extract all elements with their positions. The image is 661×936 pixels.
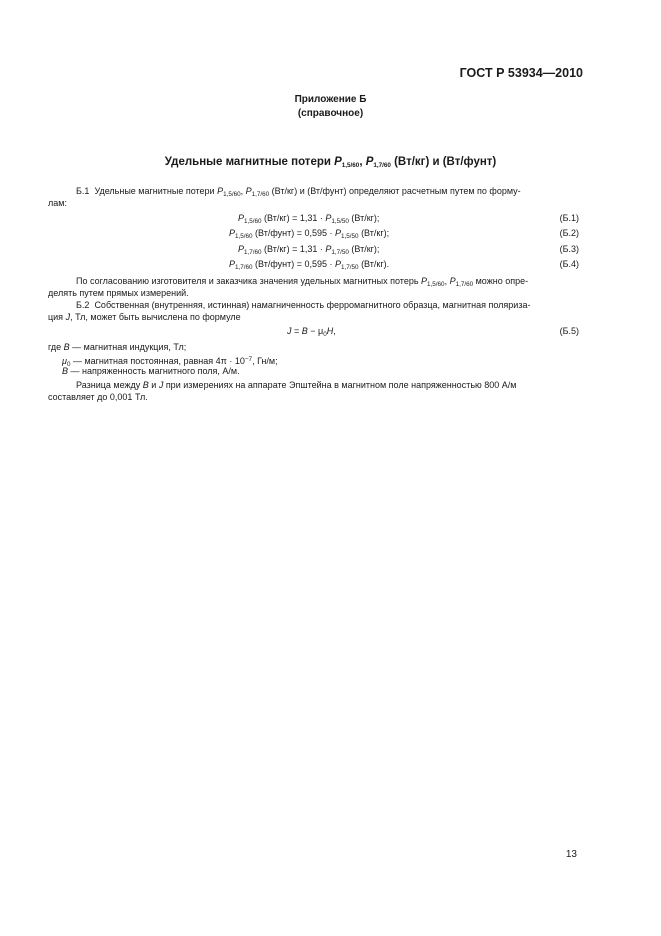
paragraph-b1-line1	[76, 186, 521, 200]
equation-b5-end: ,	[333, 326, 336, 336]
section-title-suffix: (Вт/кг) и (Вт/фунт)	[390, 156, 497, 168]
paragraph-b1-text-b: (Вт/кг) и (Вт/фунт) определяют расчетным путем по форму-	[269, 186, 521, 196]
equation-b3-rhs: P	[325, 244, 332, 254]
equation-b2-lhs-sub: 1,5/60	[235, 233, 253, 240]
where-item-induction	[48, 342, 186, 353]
paragraph-b2-j: J	[65, 312, 71, 322]
paragraph-difference-b: B	[142, 380, 149, 390]
paragraph-b1-p1-sub: 1,5/60	[223, 191, 241, 198]
equation-b3-lhs-sub: 1,7/60	[244, 249, 262, 256]
equation-b1-number: (Б.1)	[559, 213, 579, 223]
equation-b2-number: (Б.2)	[559, 228, 579, 238]
equation-b5	[287, 326, 336, 338]
equation-b3-mid: (Вт/кг) = 1,31 ·	[261, 244, 326, 254]
paragraph-difference-j: J	[158, 380, 164, 390]
paragraph-difference-and: и	[148, 380, 159, 390]
page-number: 13	[565, 849, 577, 860]
where-mu0-exponent: −7	[244, 356, 253, 363]
where-item-field	[62, 366, 240, 377]
equation-b5-eq: =	[291, 326, 302, 336]
where-field-symbol: B	[62, 366, 69, 376]
section-title-p1: P	[334, 156, 342, 168]
equation-b5-mu-sub: 0	[323, 331, 327, 338]
paragraph-agreement-line2: делять путем прямых измерений.	[48, 288, 189, 298]
equation-b1-rhs-sub: 1,5/50	[331, 218, 349, 225]
paragraph-b2-text-a: Собственная (внутренняя, истинная) намагниченность ферромагнитного образца, магнитная поляриза-	[94, 300, 531, 310]
paragraph-b1-p2-sub: 1,7/60	[251, 191, 270, 198]
paragraph-b2-line2-a: ция	[48, 312, 66, 322]
equation-b5-j: J	[287, 326, 292, 336]
paragraph-difference-text-a: Разница между	[76, 380, 143, 390]
where-lead: где	[48, 342, 64, 352]
equation-b4-mid: (Вт/фунт) = 0,595 ·	[252, 259, 336, 269]
paragraph-agreement-p2-sub: 1,7/60	[455, 281, 474, 288]
equation-b2-rhs-sub: 1,5/50	[341, 233, 359, 240]
equation-b4-lhs: P	[229, 259, 236, 269]
paragraph-b2-line2	[48, 312, 241, 323]
equation-b4-rhs: P	[335, 259, 342, 269]
paragraph-difference-line2: составляет до 0,001 Тл.	[48, 392, 148, 402]
equation-b1-lhs: P	[238, 213, 245, 223]
equation-b2-lhs: P	[229, 228, 236, 238]
where-induction-symbol: B	[63, 342, 70, 352]
equation-b3-lhs: P	[238, 244, 245, 254]
section-title-p2-sub: 1,7/60	[373, 162, 391, 169]
equation-b2-end: (Вт/кг);	[358, 228, 390, 238]
paragraph-agreement-sep: ,	[444, 276, 450, 286]
equation-b3-end: (Вт/кг);	[348, 244, 380, 254]
paragraph-agreement-p2: P	[449, 276, 456, 286]
paragraph-b1-sep: ,	[240, 186, 246, 196]
paragraph-b2-line2-b: , Тл, может быть вычислена по формуле	[70, 312, 241, 322]
standard-designation: ГОСТ Р 53934—2010	[459, 66, 583, 80]
equation-b4-number: (Б.4)	[559, 259, 579, 269]
section-title-sep: ,	[359, 156, 366, 168]
equation-b1-mid: (Вт/кг) = 1,31 ·	[261, 213, 326, 223]
paragraph-agreement-p1: P	[421, 276, 428, 286]
paragraph-b1-number: Б.1	[76, 186, 90, 196]
equation-b2	[229, 228, 389, 240]
equation-b1-end: (Вт/кг);	[348, 213, 380, 223]
equation-b2-mid: (Вт/фунт) = 0,595 ·	[252, 228, 336, 238]
equation-b5-number: (Б.5)	[559, 326, 579, 336]
equation-b4-end: (Вт/кг).	[358, 259, 390, 269]
paragraph-difference-text-b: при измерениях на аппарате Эпштейна в магнитном поле напряженностью 800 А/м	[163, 380, 517, 390]
where-mu0-tail: , Гн/м;	[252, 356, 278, 366]
paragraph-b1-p2: P	[245, 186, 252, 196]
equation-b5-b: B	[301, 326, 308, 336]
where-mu0-sub: 0	[66, 361, 71, 368]
paragraph-agreement-text-a: По согласованию изготовителя и заказчика значения удельных магнитных потерь	[76, 276, 422, 286]
equation-b4	[229, 259, 389, 271]
equation-b3-number: (Б.3)	[559, 244, 579, 254]
equation-b3	[238, 244, 379, 256]
where-mu0-symbol: μ	[62, 356, 67, 366]
paragraph-agreement-p1-sub: 1,5/60	[427, 281, 445, 288]
equation-b4-lhs-sub: 1,7/60	[235, 264, 253, 271]
appendix-title: Приложение Б	[294, 94, 367, 105]
paragraph-agreement-text-b: можно опре-	[473, 276, 529, 286]
paragraph-b1-p1: P	[217, 186, 224, 196]
paragraph-b2-line1	[76, 300, 530, 311]
section-title-p1-sub: 1,5/60	[341, 162, 360, 169]
where-induction-text: — магнитная индукция, Тл;	[69, 342, 187, 352]
equation-b3-rhs-sub: 1,7/50	[331, 249, 349, 256]
equation-b4-rhs-sub: 1,7/50	[341, 264, 359, 271]
equation-b5-h: H	[326, 326, 334, 336]
equation-b1-rhs: P	[325, 213, 332, 223]
appendix-subtitle: (справочное)	[297, 108, 364, 119]
equation-b1	[238, 213, 379, 225]
section-title-prefix: Удельные магнитные потери	[164, 156, 335, 168]
section-title-p2: P	[365, 156, 374, 168]
equation-b2-rhs: P	[335, 228, 342, 238]
where-mu0-text: — магнитная постоянная, равная 4π · 10	[70, 356, 245, 366]
paragraph-b2-number: Б.2	[76, 300, 90, 310]
paragraph-b1-line2: лам:	[48, 198, 67, 208]
equation-b5-minus-mu: − μ	[307, 326, 324, 336]
section-title	[0, 156, 661, 169]
paragraph-b1-text-a: Удельные магнитные потери	[94, 186, 218, 196]
equation-b1-lhs-sub: 1,5/60	[244, 218, 262, 225]
paragraph-difference-line1	[76, 380, 516, 391]
where-field-text: — напряженность магнитного поля, А/м.	[68, 366, 240, 376]
